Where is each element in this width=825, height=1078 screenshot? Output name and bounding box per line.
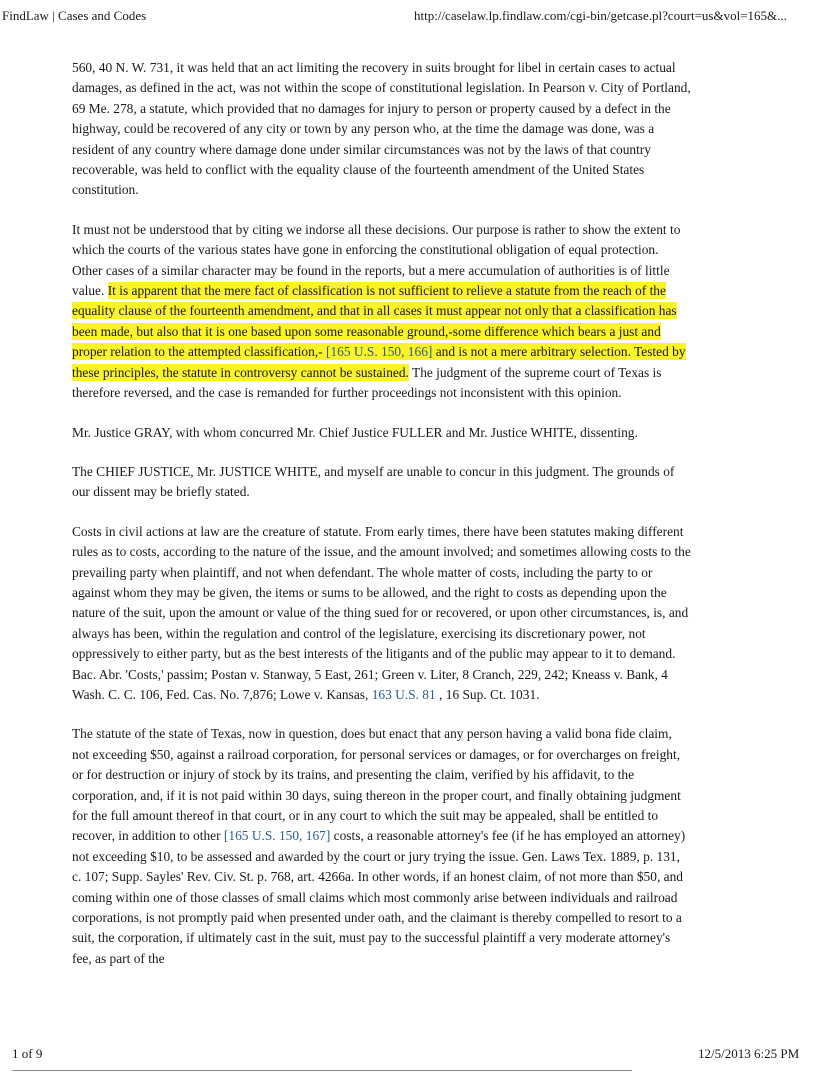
paragraph-2-end: The judgment of the supreme court of Texas is therefore reversed, and the case is remanded for further proceedings not inconsistent with this opinion.	[72, 364, 662, 401]
paragraph-5	[72, 522, 692, 706]
paragraph-1: 560, 40 N. W. 731, it was held that an act limiting the recovery in suits brought for libel in certain cases to actual damages, as defined in the act, was not within the scope of constitutional legislation. In Pearson v. City of Portland, 69 Me. 278, a statute, which provided that no damages for injury to person or property caused by a defect in the highway, could be recovered of any city or town by any person who, at the time the damage was done, was a resident of any country where damage done under similar circumstances was not by the laws of that country recoverable, was held to conflict with the equality clause of the fourteenth amendment of the United States constitution.	[72, 60, 691, 198]
paragraph-4: The CHIEF JUSTICE, Mr. JUSTICE WHITE, and myself are unable to concur in this judgment. The grounds of our dissent may be briefly stated.	[72, 463, 675, 500]
paragraph-3: Mr. Justice GRAY, with whom concurred Mr. Chief Justice FULLER and Mr. Justice WHITE, dissenting.	[72, 424, 638, 440]
page-header-url: http://caselaw.lp.findlaw.com/cgi-bin/getcase.pl?court=us&vol=165&...	[414, 8, 787, 23]
paragraph-6	[72, 724, 692, 969]
highlighted-text-2: and is not a mere arbitrary selection. Tested by these principles, the statute in controversy cannot be sustained.	[72, 344, 686, 380]
paragraph-5-end: , 16 Sup. Ct. 1031.	[435, 686, 540, 702]
case-text	[72, 58, 692, 988]
page-number: 1 of 9	[12, 1046, 43, 1061]
paragraph-2	[72, 220, 692, 404]
highlighted-text-1: It is apparent that the mere fact of classification is not sufficient to relieve a statute from the reach of the equality clause of the fourteenth amendment, and that in all cases it must appear not only that a classification has been made, but also that it is one based upon some reasonable ground,-some difference which bears a just and proper relation to the attempted classification,-	[72, 283, 677, 360]
citation-link-163-us-81[interactable]: 163 U.S. 81	[371, 686, 436, 702]
paragraph-6-text: The statute of the state of Texas, now in question, does but enact that any person having a valid bona fide claim, not exceeding $50, against a railroad corporation, for personal services or damages, or for overcharges on freight, or for destruction or injury of stock by its trains, and presenting the claim, verified by his affidavit, to the corporation, and, if it is not paid within 30 days, suing thereon in the proper court, and finally obtaining judgment for the full amount thereof in that court, or in any court to which the suit may be appealed, shall be entitled to recover, in addition to other	[72, 726, 681, 844]
print-timestamp: 12/5/2013 6:25 PM	[698, 1046, 800, 1061]
paragraph-2-text: It must not be understood that by citing we indorse all these decisions. Our purpose is rather to show the extent to which the courts of the various states have gone in enforcing the constitutional obligation of equal protection. Other cases of a similar character may be found in the reports, but a mere accumulation of authorities is of little value.	[72, 221, 681, 299]
paragraph-6-end: costs, a reasonable attorney's fee (if he has employed an attorney) not exceeding $10, to be assessed and awarded by the court or jury trying the issue. Gen. Laws Tex. 1889, p. 131, c. 107; Supp. Sayles' Rev. Civ. St. p. 768, art. 4266a. In other words, if an honest claim, of not more than $50, and coming within one of those classes of small claims which most commonly arise between individuals and railroad corporations, is not promptly paid when presented under oath, and the claimant is thereby compelled to resort to a suit, the corporation, if ultimately cast in the suit, must pay to the successful plaintiff a very moderate attorney's fee, as part of the	[72, 828, 686, 966]
page-citation-link-166[interactable]: [165 U.S. 150, 166]	[325, 344, 433, 360]
footer-rule	[12, 1070, 632, 1071]
page-header-title: FindLaw | Cases and Codes	[2, 8, 147, 23]
paragraph-5-text: Costs in civil actions at law are the creature of statute. From early times, there have been statutes making different rules as to costs, according to the nature of the issue, and the amount involved; and sometimes allowing costs to the prevailing party when plaintiff, and not when defendant. The whole matter of costs, including the party to or against whom they may be given, the items or sums to be allowed, and the right to costs as depending upon the nature of the suit, upon the amount or value of the thing sued for or recovered, or upon other circumstances, is, and always has been, within the regulation and control of the legislature, exercising its discretionary power, not oppressively to either party, but as the best interests of the litigants and of the public may appear to it to demand. Bac. Abr. 'Costs,' passim; Postan v. Stanway, 5 East, 261; Green v. Liter, 8 Cranch, 229, 242; Kneass v. Bank, 4 Wash. C. C. 106, Fed. Cas. No. 7,876; Lowe v. Kansas,	[72, 523, 691, 702]
page-citation-link-167[interactable]: [165 U.S. 150, 167]	[223, 828, 331, 844]
